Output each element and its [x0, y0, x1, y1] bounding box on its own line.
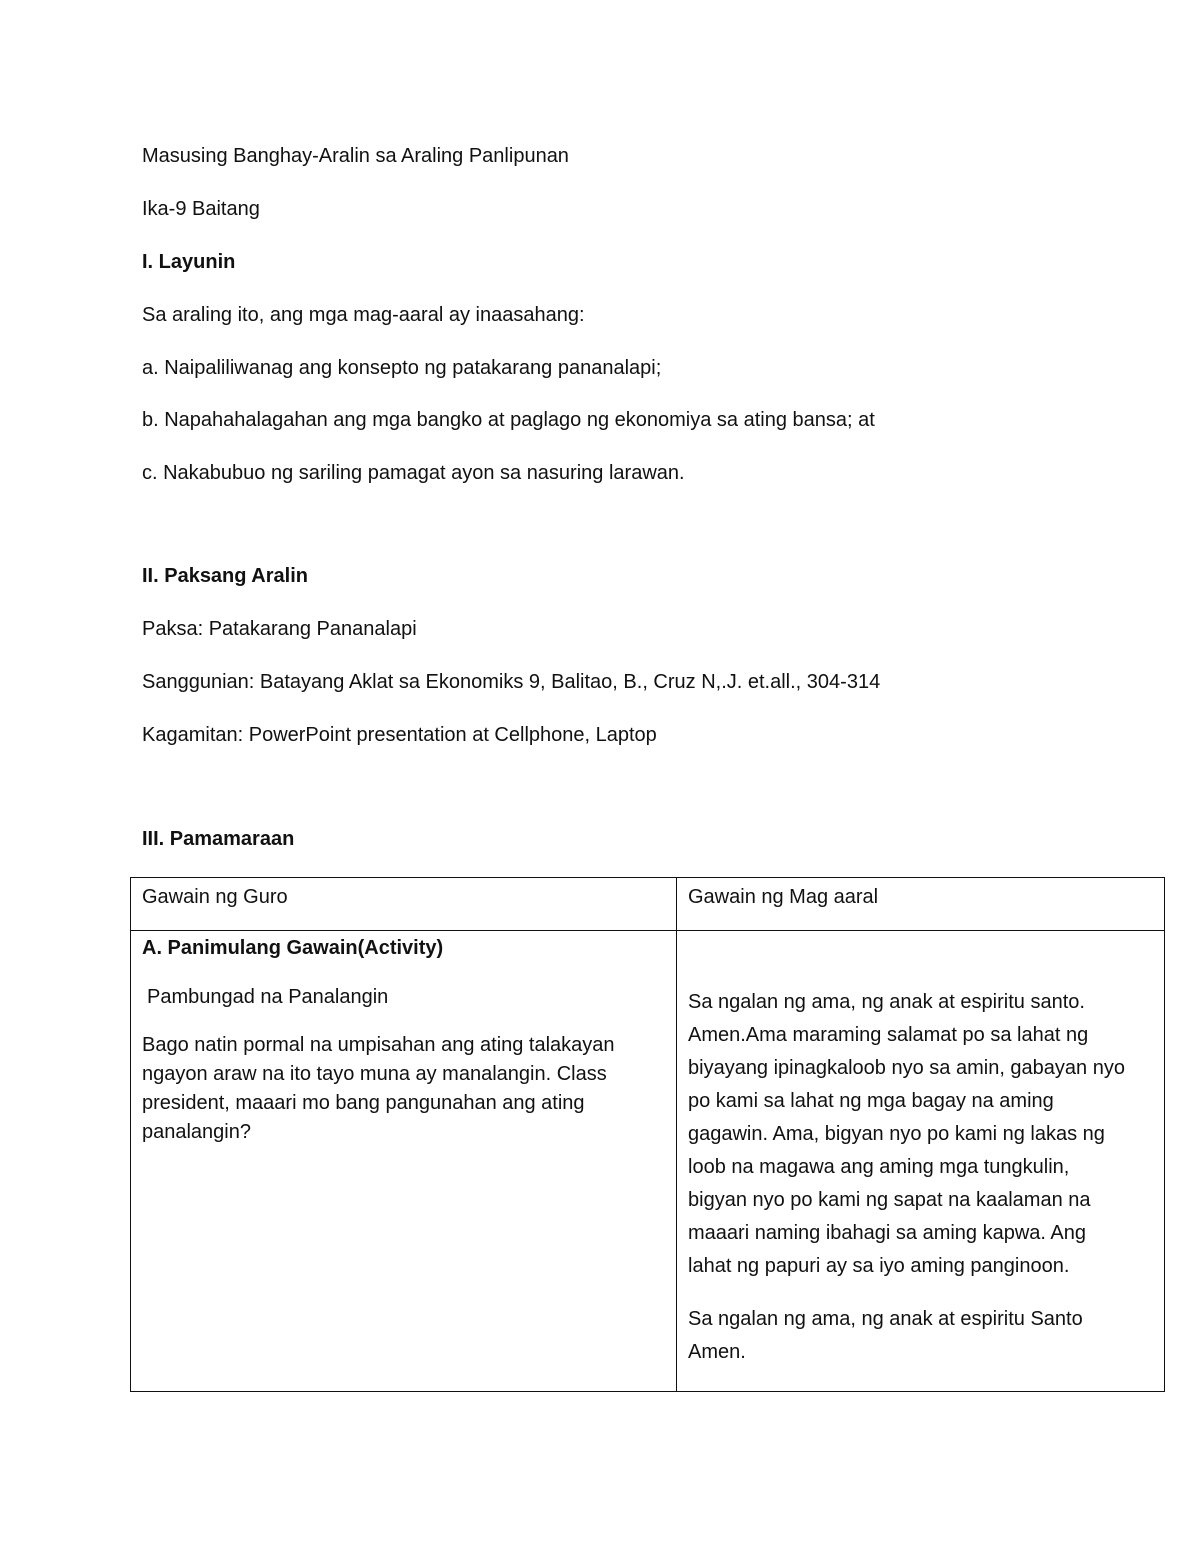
objective-item-b: b. Napahahalagahan ang mga bangko at paglago ng ekonomiya sa ating bansa; at	[142, 409, 875, 431]
procedure-heading: III. Pamamaraan	[142, 828, 295, 850]
prayer-subtitle: Pambungad na Panalangin	[147, 986, 389, 1008]
grade-level: Ika-9 Baitang	[142, 198, 260, 220]
teacher-line: Bago natin pormal na umpisahan ang ating talakayan	[142, 1034, 615, 1056]
student-line: Amen.Ama maraming salamat po sa lahat ng	[688, 1024, 1089, 1046]
teacher-line: panalangin?	[142, 1121, 251, 1143]
student-closing	[688, 1303, 1152, 1369]
student-line: biyayang ipinagkaloob nyo sa amin, gabayan nyo	[688, 1057, 1125, 1079]
student-line: lahat ng papuri ay sa iyo aming panginoon.	[688, 1255, 1070, 1277]
table-header-row	[131, 878, 1165, 931]
subject-materials: Kagamitan: PowerPoint presentation at Cellphone, Laptop	[142, 724, 657, 746]
section-title: A. Panimulang Gawain(Activity)	[142, 937, 444, 959]
table-header-teacher	[131, 878, 677, 931]
student-prayer	[688, 986, 1152, 1283]
subject-topic: Paksa: Patakarang Pananalapi	[142, 618, 417, 640]
column-header-teacher: Gawain ng Guro	[142, 886, 288, 908]
table-row	[131, 931, 1165, 1392]
student-line: bigyan nyo po kami ng sapat na kaalaman na	[688, 1189, 1091, 1211]
objective-item-a: a. Naipaliliwanag ang konsepto ng patakarang pananalapi;	[142, 357, 662, 379]
student-activity-cell	[677, 931, 1165, 1392]
teacher-line: president, maaari mo bang pangunahan ang ating	[142, 1092, 585, 1114]
subject-matter-heading: II. Paksang Aralin	[142, 565, 308, 587]
student-line: Amen.	[688, 1341, 746, 1363]
student-line: maaari naming ibahagi sa aming kapwa. Ang	[688, 1222, 1087, 1244]
teacher-line: ngayon araw na ito tayo muna ay manalangin. Class	[142, 1063, 607, 1085]
teacher-activity-cell	[131, 931, 677, 1392]
student-line: Sa ngalan ng ama, ng anak at espiritu santo.	[688, 991, 1085, 1013]
table-header-student	[677, 878, 1165, 931]
procedure-table	[130, 877, 1165, 1392]
document-title: Masusing Banghay-Aralin sa Araling Panlipunan	[142, 145, 569, 167]
objectives-intro: Sa araling ito, ang mga mag-aaral ay inaasahang:	[142, 304, 585, 326]
column-header-student: Gawain ng Mag aaral	[688, 886, 879, 908]
subject-reference: Sanggunian: Batayang Aklat sa Ekonomiks 9, Balitao, B., Cruz N,.J. et.all., 304-314	[142, 671, 881, 693]
student-line: gagawin. Ama, bigyan nyo po kami ng lakas ng	[688, 1123, 1105, 1145]
objectives-heading: I. Layunin	[142, 251, 236, 273]
objective-item-c: c. Nakabubuo ng sariling pamagat ayon sa nasuring larawan.	[142, 462, 685, 484]
student-line: po kami sa lahat ng mga bagay na aming	[688, 1090, 1054, 1112]
student-line: loob na magawa ang aming mga tungkulin,	[688, 1156, 1070, 1178]
teacher-instruction	[142, 1031, 666, 1147]
student-line: Sa ngalan ng ama, ng anak at espiritu Santo	[688, 1308, 1083, 1330]
